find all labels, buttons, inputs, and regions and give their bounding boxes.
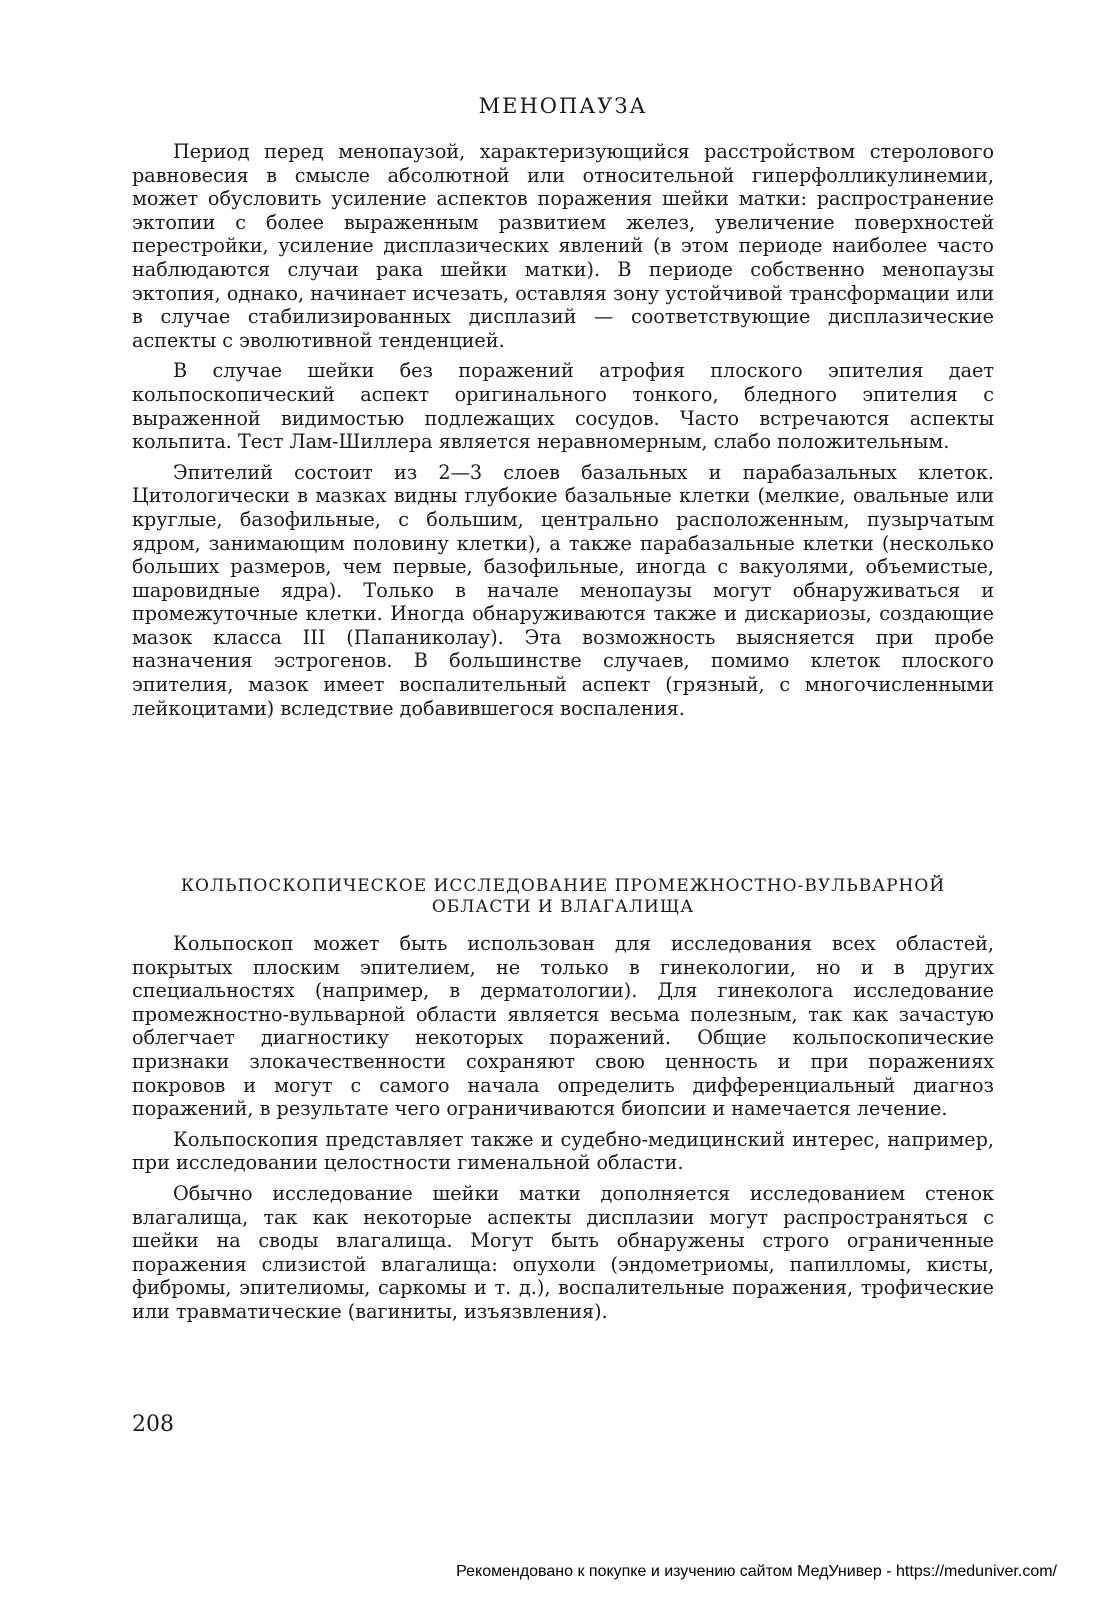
paragraph: Обычно исследование шейки матки дополняется исследованием стенок влагалища, так как некоторые аспекты дисплазии могут распространяться с шейки на своды влагалища. Могут быть обнаружены строго ограниченные поражения слизистой влагалища: опухоли (эндометриомы, папилломы, кисты, фибромы, эпителиомы, саркомы и т. д.), воспалительные поражения, трофические или травматические (вагиниты, изъязвления).: [132, 1181, 994, 1323]
section-title-line: КОЛЬПОСКОПИЧЕСКОЕ ИССЛЕДОВАНИЕ ПРОМЕЖНОСТНО-ВУЛЬВАРНОЙ: [180, 876, 946, 896]
paragraph: В случае шейки без поражений атрофия плоского эпителия дает кольпоскопический аспект оригинального тонкого, бледного эпителия с выраженной видимостью подлежащих сосудов. Часто встречаются аспекты кольпита. Тест Лам-Шиллера является неравномерным, слабо положительным.: [132, 359, 994, 454]
section-menopause-body: [132, 140, 994, 720]
section-colposcopy-body: [132, 932, 994, 1324]
paragraph: Кольпоскопия представляет также и судебно-медицинский интерес, например, при исследовании целостности гименальной области.: [132, 1127, 994, 1175]
section-title-colposcopy: [132, 876, 994, 918]
section-title-line: ОБЛАСТИ И ВЛАГАЛИЩА: [431, 897, 695, 917]
paragraph: Кольпоскоп может быть использован для исследования всех областей, покрытых плоским эпителием, не только в гинекологии, но и в других специальностях (например, в дерматологии). Для гинеколога исследование промежностно-вульварной области является весьма полезным, так как зачастую облегчает диагностику некоторых поражений. Общие кольпоскопические признаки злокачественности сохраняют свою ценность и при поражениях покровов и могут с самого начала определить дифференциальный диагноз поражений, в результате чего ограничиваются биопсии и намечается лечение.: [132, 932, 994, 1121]
section-title-menopause: МЕНОПАУЗА: [478, 94, 648, 118]
paragraph: Эпителий состоит из 2—3 слоев базальных и парабазальных клеток. Цитологически в мазках видны глубокие базальные клетки (мелкие, овальные или круглые, базофильные, с большим, центрально расположенным, пузырчатым ядром, занимающим половину клетки), а также парабазальные клетки (несколько больших размеров, чем первые, базофильные, иногда с вакуолями, объемистые, шаровидные ядра). Только в начале менопаузы могут обнаруживаться и промежуточные клетки. Иногда обнаруживаются также и дискариозы, создающие мазок класса III (Папаниколау). Эта возможность выясняется при пробе назначения эстрогенов. В большинстве случаев, помимо клеток плоского эпителия, мазок имеет воспалительный аспект (грязный, с многочисленными лейкоцитами) вследствие добавившегося воспаления.: [132, 460, 994, 720]
paragraph: Период перед менопаузой, характеризующийся расстройством стеролового равновесия в смысле абсолютной или относительной гиперфолликулинемии, может обусловить усиление аспектов поражения шейки матки: распространение эктопии с более выраженным развитием желез, увеличение поверхностей перестройки, усиление дисплазических явлений (в этом периоде наиболее часто наблюдаются случаи рака шейки матки). В периоде собственно менопаузы эктопия, однако, начинает исчезать, оставляя зону устойчивой трансформации или в случае стабилизированных дисплазий — соответствующие дисплазические аспекты с эволютивной тенденцией.: [132, 140, 994, 352]
page-number: 208: [132, 1412, 174, 1437]
footer-watermark: Рекомендовано к покупке и изучению сайтом МедУнивер - https://meduniver.com/: [456, 1563, 1057, 1580]
